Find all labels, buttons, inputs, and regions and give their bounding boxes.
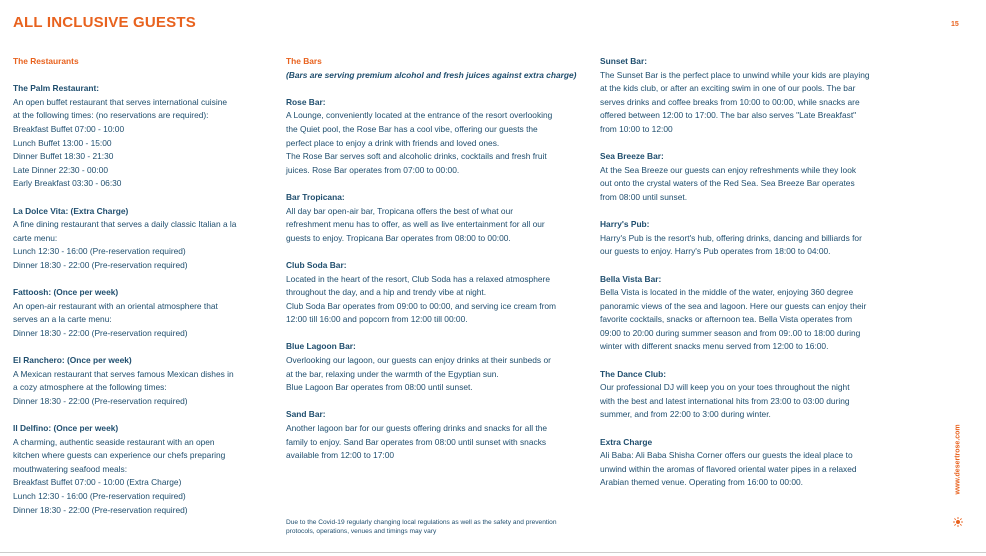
restaurant-item-line: Dinner 18:30 - 22:00 (Pre-reservation required)	[13, 504, 188, 515]
bars-subtitle: (Bars are serving premium alcohol and fresh juices against extra charge)	[286, 69, 577, 80]
bar-item-line: our guests to enjoy. Harry's Pub operates from 18:00 to 04:00.	[600, 246, 831, 257]
restaurant-item-line: kitchen where guests can experience our chefs preparing	[13, 450, 226, 461]
restaurant-item-line: Late Dinner 22:30 - 00:00	[13, 164, 108, 175]
restaurant-item-name: La Dolce Vita: (Extra Charge)	[13, 205, 129, 216]
bar-item-line: Another lagoon bar for our guests offering drinks and snacks for all the	[286, 423, 548, 434]
restaurant-item-line: carte menu:	[13, 232, 58, 243]
more-bars-list	[600, 55, 890, 490]
bar-item-line: Bella Vista is located in the middle of the water, enjoying 360 degree	[600, 287, 854, 298]
restaurant-item-line: Lunch 12:30 - 16:00 (Pre-reservation required)	[13, 246, 186, 257]
bar-item	[286, 191, 581, 245]
bar-item-line: offered between 12:00 to 17:00. The bar also serves "Late Breakfast"	[600, 110, 857, 121]
bar-item-line: 12:00 till 16:00 and popcorn from 12:00 till 00:00.	[286, 314, 468, 325]
restaurant-item-line: An open buffet restaurant that serves international cuisine	[13, 96, 228, 107]
bar-item	[286, 340, 581, 394]
restaurant-item-line: Dinner 18:30 - 22:00 (Pre-reservation required)	[13, 259, 188, 270]
page-number: 15	[951, 21, 959, 28]
sun-logo-icon	[953, 514, 963, 532]
bar-item-line: at the kids club, or after an exciting swim in one of our pools. The bar	[600, 83, 856, 94]
bar-item-name: Harry's Pub:	[600, 219, 650, 230]
bar-item-line: serves drinks and coffee breaks from 10:00 to 00:00, while snacks are	[600, 96, 860, 107]
covid-footnote: Due to the Covid-19 regularly changing local regulations as well as the safety and prevention protocols, operations, venues and timings may vary	[286, 519, 557, 535]
restaurant-item-line: Early Breakfast 03:30 - 06:30	[13, 178, 122, 189]
bar-item-name: Bella Vista Bar:	[600, 273, 662, 284]
bar-item-line: juices. Rose Bar operates from 07:00 to 00:00.	[286, 164, 460, 175]
bar-item-name: The Dance Club:	[600, 368, 667, 379]
bar-item-line: The Rose Bar serves soft and alcoholic drinks, cocktails and fresh fruit	[286, 151, 547, 162]
restaurant-item-line: Dinner Buffet 18:30 - 21:30	[13, 151, 114, 162]
bar-item-line: throughout the day, and a hip and trendy vibe at night.	[286, 287, 487, 298]
bar-item	[286, 96, 581, 178]
bar-item-line: panoramic views of the sea and lagoon. Here our guests can enjoy their	[600, 300, 867, 311]
bars-heading: The Bars	[286, 56, 322, 66]
bar-item-line: Our professional DJ will keep you on your toes throughout the night	[600, 382, 850, 393]
bar-item-line: All day bar open-air bar, Tropicana offers the best of what our	[286, 205, 514, 216]
bar-item-name: Blue Lagoon Bar:	[286, 341, 356, 352]
restaurant-item-line: Breakfast Buffet 07:00 - 10:00	[13, 123, 125, 134]
bar-item-line: perfect place to enjoy a drink with friends and loved ones.	[286, 137, 500, 148]
bar-item-line: favorite cocktails, snacks or afternoon tea. Bella Vista operates from	[600, 314, 853, 325]
bar-item	[600, 150, 890, 204]
bar-item	[600, 436, 890, 490]
restaurant-item-line: An open-air restaurant with an oriental atmosphere that	[13, 300, 218, 311]
bar-item-line: Located in the heart of the resort, Club Soda has a relaxed atmosphere	[286, 273, 550, 284]
restaurant-item	[13, 205, 263, 273]
restaurant-item-line: A charming, authentic seaside restaurant with an open	[13, 436, 215, 447]
restaurant-item-line: Lunch 12:30 - 16:00 (Pre-reservation required)	[13, 491, 186, 501]
bar-item-line: 09:00 to 20:00 during summer season and from 09:.00 to 18:00 during	[600, 327, 861, 338]
bar-item-name: Bar Tropicana:	[286, 191, 345, 202]
restaurant-item-line: at the following times: (no reservations are required):	[13, 110, 209, 121]
restaurant-item-line: Dinner 18:30 - 22:00 (Pre-reservation required)	[13, 327, 188, 338]
restaurant-item	[13, 286, 263, 340]
bar-item-line: summer, and from 22:00 to 3:00 during winter.	[600, 409, 771, 420]
restaurant-item-name: El Ranchero: (Once per week)	[13, 355, 132, 366]
restaurants-column	[13, 55, 263, 531]
bar-item-line: Ali Baba: Ali Baba Shisha Corner offers our guests the ideal place to	[600, 450, 853, 461]
website-vertical	[952, 424, 964, 503]
restaurant-item-name: The Palm Restaurant:	[13, 83, 100, 94]
restaurant-item-line: Lunch Buffet 13:00 - 15:00	[13, 137, 112, 148]
bar-item	[600, 55, 890, 137]
bottom-divider	[0, 552, 986, 553]
bar-item-line: with the best and latest international hits from 23:00 to 03:00 during	[600, 395, 850, 406]
bar-item-line: the Quiet pool, the Rose Bar has a cool vibe, offering our guests the	[286, 123, 538, 134]
bar-item-line: family to enjoy. Sand Bar operates from 08:00 until sunset with snacks	[286, 436, 547, 447]
bar-item-line: from 10:00 to 12:00	[600, 123, 673, 134]
bar-item-line: winter with different snacks menu served from 12:00 to 16:00.	[600, 341, 829, 352]
bar-item-line: Overlooking our lagoon, our guests can enjoy drinks at their sunbeds or	[286, 355, 551, 366]
restaurant-item	[13, 82, 263, 191]
bar-item	[286, 408, 581, 462]
bar-item-line: unwind within the aromas of flavored oriental water pipes in a relaxed	[600, 463, 857, 474]
bar-item-line: refreshment menu has to offer, as well as live entertainment for all our	[286, 219, 545, 230]
bar-item-name: Sand Bar:	[286, 409, 326, 420]
bar-item-line: from 08:00 until sunset.	[600, 191, 688, 202]
restaurant-item	[13, 422, 263, 517]
restaurant-item	[13, 354, 263, 408]
bar-item-name: Extra Charge	[600, 436, 653, 447]
bar-item-line: The Sunset Bar is the perfect place to unwind while your kids are playing	[600, 69, 870, 80]
restaurants-list	[13, 82, 263, 517]
restaurant-item-line: serves an a la carte menu:	[13, 314, 112, 325]
bar-item	[600, 368, 890, 422]
restaurant-item-line: Breakfast Buffet 07:00 - 10:00 (Extra Charge)	[13, 477, 182, 488]
bar-item-line: guests to enjoy. Tropicana Bar operates from 08:00 to 00:00.	[286, 232, 511, 243]
bars-column	[286, 55, 581, 476]
bar-item-line: available from 12:00 to 17:00	[286, 450, 395, 461]
bars-list	[286, 96, 581, 463]
bar-item	[600, 273, 890, 355]
bar-item-line: Arabian themed venue. Operating from 16:00 to 00:00.	[600, 477, 803, 488]
restaurant-item-line: Dinner 18:30 - 22:00 (Pre-reservation required)	[13, 395, 188, 406]
restaurant-item-line: a cozy atmosphere at the following times:	[13, 382, 167, 393]
restaurant-item-line: A fine dining restaurant that serves a daily classic Italian a la	[13, 219, 237, 230]
page-title: ALL INCLUSIVE GUESTS	[13, 14, 196, 31]
bar-item-line: A Lounge, conveniently located at the entrance of the resort overlooking	[286, 110, 553, 121]
restaurant-item-name: Fattoosh: (Once per week)	[13, 287, 119, 298]
restaurant-item-name: Il Delfino: (Once per week)	[13, 423, 119, 434]
restaurant-item-line: A Mexican restaurant that serves famous Mexican dishes in	[13, 368, 234, 379]
bar-item-line: Club Soda Bar operates from 09:00 to 00:00, and serving ice cream from	[286, 300, 557, 311]
bar-item-line: Blue Lagoon Bar operates from 08:00 until sunset.	[286, 382, 473, 393]
bar-item-line: at the bar, relaxing under the warmth of the Egyptian sun.	[286, 368, 499, 379]
restaurant-item-line: mouthwatering seafood meals:	[13, 463, 128, 474]
bar-item	[286, 259, 581, 327]
bar-item	[600, 218, 890, 259]
more-bars-column	[600, 55, 890, 504]
bar-item-name: Sea Breeze Bar:	[600, 151, 664, 162]
bar-item-line: At the Sea Breeze our guests can enjoy refreshments while they look	[600, 164, 857, 175]
bar-item-line: Harry's Pub is the resort's hub, offering drinks, dancing and billiards for	[600, 232, 862, 243]
restaurants-heading: The Restaurants	[13, 56, 79, 66]
bar-item-name: Club Soda Bar:	[286, 259, 347, 270]
bar-item-name: Sunset Bar:	[600, 56, 648, 66]
website-text: www.desertrose.com	[954, 424, 962, 495]
bar-item-name: Rose Bar:	[286, 96, 326, 107]
bar-item-line: out onto the crystal waters of the Red Sea. Sea Breeze Bar operates	[600, 178, 855, 189]
